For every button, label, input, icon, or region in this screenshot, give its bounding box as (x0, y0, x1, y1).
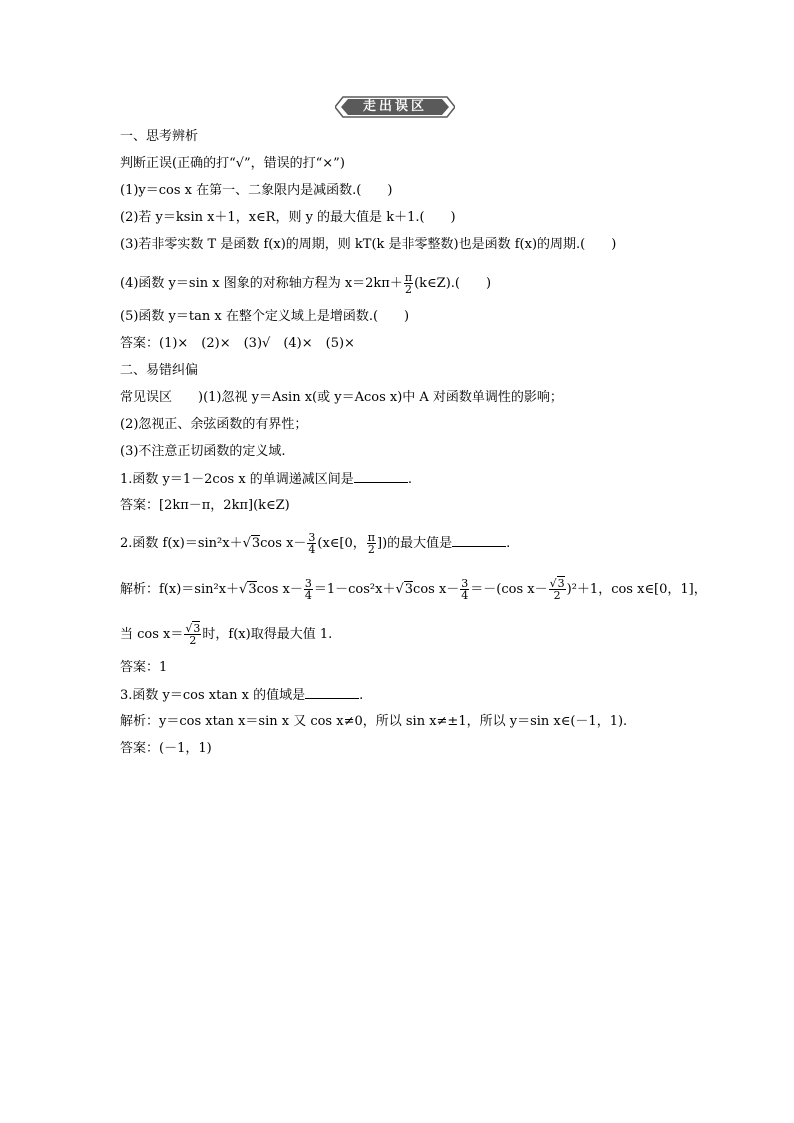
answer-blank (305, 686, 359, 699)
question-2: (2)若 y＝ksin x＋1，x∈R，则 y 的最大值是 k＋1.( ) (120, 210, 456, 225)
exercise-3-answer: 答案：(－1，1) (120, 741, 212, 756)
exercise-1: 1.函数 y＝1－2cos x 的单调递减区间是 . (120, 472, 412, 487)
exercise-2-solution: 解析：f(x)＝sin²x＋√3cos x－ $\frac{3}{4}$ ＝1－cos²x＋√3cos x－ $\frac{3}{4}$ ＝－(cos x－ $\frac{√3}{2}$ )²＋1，cos x∈[0，1]， (120, 577, 707, 602)
question-3: (3)若非零实数 T 是函数 f(x)的周期，则 kT(k 是非零整数)也是函数 f(x)的周期.( ) (120, 237, 617, 252)
exercise-1-answer: 答案：[2kπ－π，2kπ](k∈Z) (120, 498, 290, 513)
question-1: (1)y＝cos x 在第一、二象限内是减函数.( ) (120, 183, 393, 198)
question-4 (120, 272, 491, 295)
answer-section-1: 答案：(1)× (2)× (3)√ (4)× (5)× (120, 336, 355, 351)
exercise-2: 2.函数 f(x)＝sin²x＋√3cos x－ $\frac{3}{4}$ (x∈[0， $\frac{\pi}{2}$ ])的最大值是 . (120, 531, 511, 556)
exercise-3: 3.函数 y＝cos xtan x 的值域是 . (120, 688, 364, 703)
answer-blank (354, 470, 408, 483)
common-mistakes-3: (3)不注意正切函数的定义域. (120, 444, 286, 459)
instructions: 判断正误(正确的打“√”，错误的打“×”) (120, 156, 345, 171)
fraction-3-over-4: $\frac{3}{4}$ (308, 531, 316, 556)
section-heading-2: 二、易错纠偏 (120, 363, 199, 378)
exercise-3-solution: 解析：y＝cos xtan x＝sin x 又 cos x≠0，所以 sin x≠±1，所以 y＝sin x∈(－1，1). (120, 714, 628, 729)
exercise-2-answer: 答案：1 (120, 660, 168, 675)
fraction-pi-over-2: $\frac{\pi}{2}$ (367, 531, 376, 556)
common-mistakes-2: (2)忽视正、余弦函数的有界性； (120, 417, 308, 432)
q4-post: (k∈Z).( ) (414, 276, 492, 291)
fraction-pi-over-2: $\frac{\pi}{2}$ (404, 271, 413, 296)
section-banner (335, 95, 455, 119)
answer-blank (452, 534, 506, 547)
common-mistakes-1: 常见误区 )(1)忽视 y＝Asin x(或 y＝Acos x)中 A 对函数单调性的影响； (120, 390, 563, 405)
section-heading-1: 一、思考辨析 (120, 129, 199, 144)
banner-title: 走出误区 (362, 99, 427, 114)
exercise-2-solution-line2: 当 cos x＝ $\frac{√3}{2}$ 时，f(x)取得最大值 1. (120, 622, 333, 647)
q4-pre: (4)函数 y＝sin x 图象的对称轴方程为 x＝2kπ＋ (120, 276, 403, 291)
question-5: (5)函数 y＝tan x 在整个定义域上是增函数.( ) (120, 309, 410, 324)
